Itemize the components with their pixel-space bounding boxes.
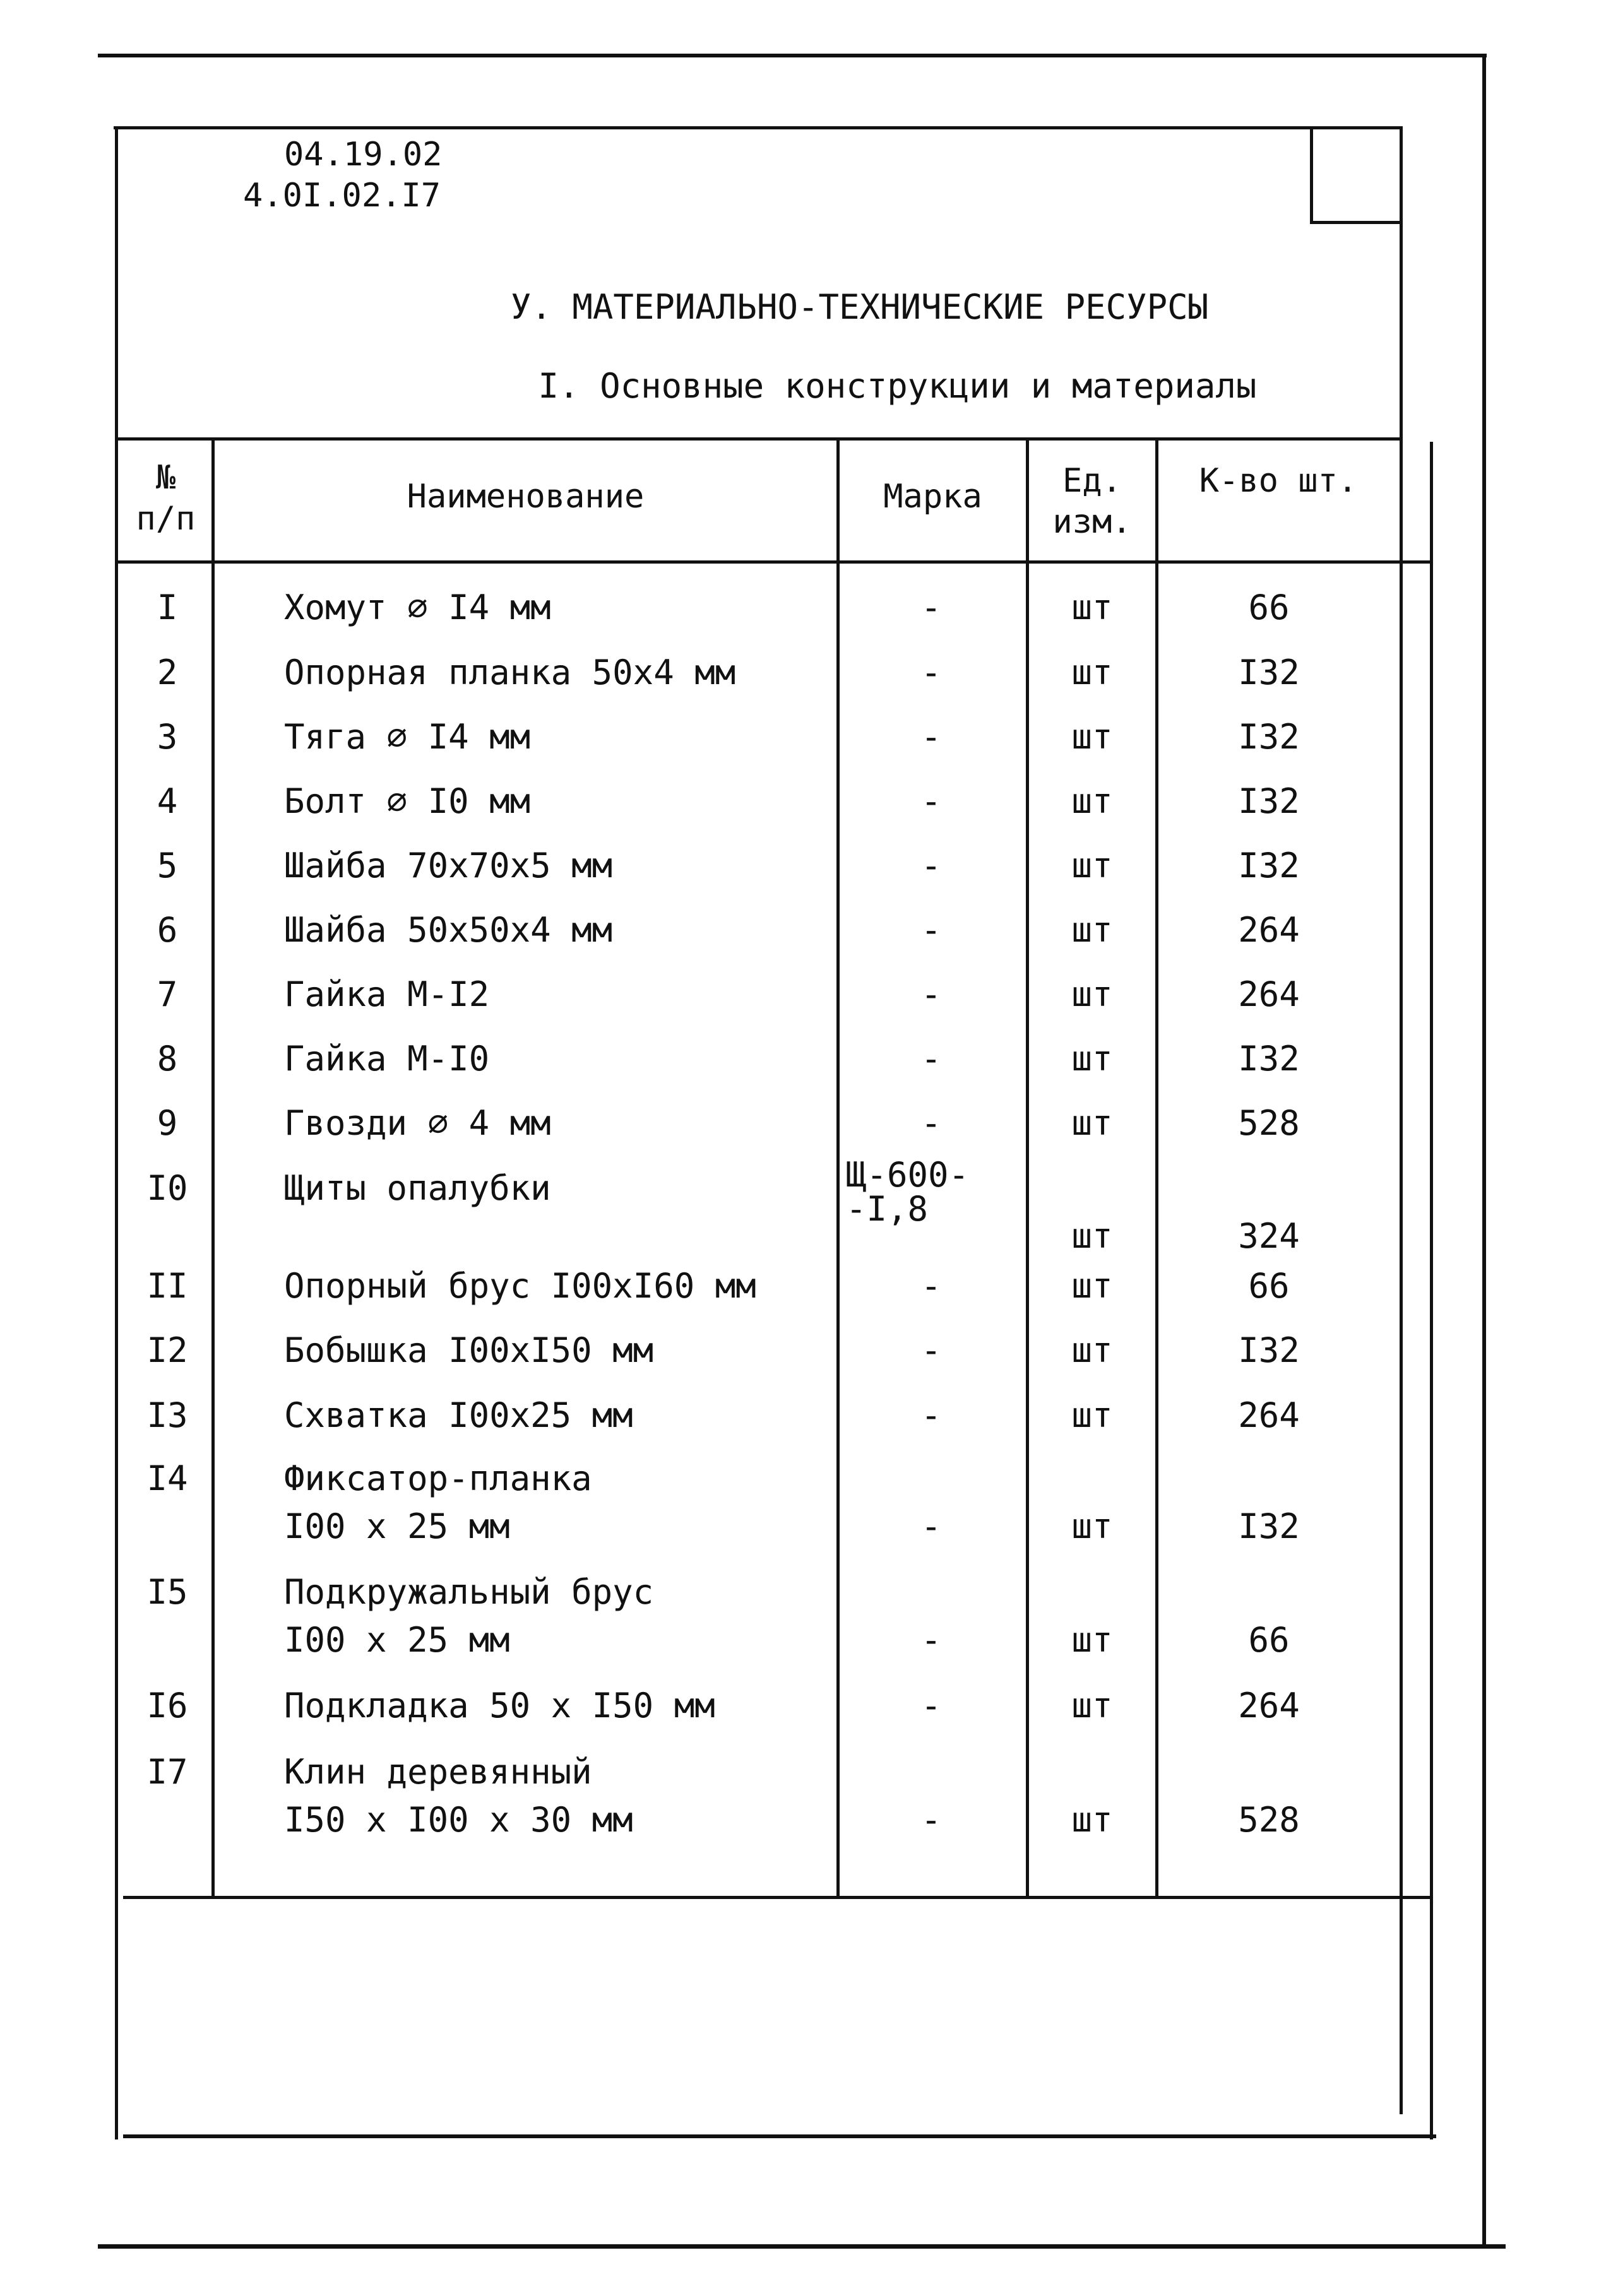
row-name: Шайба 70х70х5 мм [284,846,613,885]
row-mark: - [920,717,942,757]
frame-top-line [98,54,1487,57]
row-qty: 528 [1238,1800,1300,1840]
row-num: I7 [146,1752,188,1792]
frame-bottom-line [98,2244,1506,2249]
row-unit: шт [1071,1103,1113,1143]
row-unit: шт [1071,781,1113,821]
inner-right-line [1400,126,1403,2114]
row-mark: - [920,1039,942,1079]
inner-left-line [115,126,118,2139]
row-unit: шт [1071,1039,1113,1079]
header-name: Наименование [407,478,645,516]
row-unit: шт [1071,1686,1113,1725]
row-mark: - [920,910,942,950]
row-qty: I32 [1238,781,1300,821]
row-num: I6 [146,1686,188,1725]
row-num: 8 [157,1039,178,1079]
row-mark: - [920,588,942,627]
row-name: Гайка М-I0 [284,1039,490,1079]
row-qty: I32 [1238,846,1300,885]
row-name: Гвозди ∅ 4 мм [284,1103,551,1143]
row-name: Тяга ∅ I4 мм [284,717,531,757]
doc-code-2: 4.0I.02.I7 [243,177,441,215]
inner-bottom-line [123,2134,1436,2138]
row-mark: - [920,846,942,885]
row-name: Схватка I00х25 мм [284,1395,633,1435]
row-num: 6 [157,910,178,950]
row-unit: шт [1071,1800,1113,1840]
row-mark: - [920,1330,942,1370]
row-unit: шт [1071,910,1113,950]
table-bottom-line [123,1896,1433,1899]
row-num: I [157,588,178,627]
header-qty: К-во шт. [1199,462,1358,500]
row-mark: - [920,1266,942,1306]
row-unit: шт [1071,1620,1113,1660]
row-mark: - [920,653,942,692]
row-num: I5 [146,1572,188,1612]
row-name: Бобышка I00хI50 мм [284,1330,654,1370]
inner-right-lower-line [1430,442,1433,2139]
subsection-title: I. Основные конструкции и материалы [538,366,1257,406]
row-qty: 528 [1238,1103,1300,1143]
row-mark: - [920,1800,942,1840]
row-unit: шт [1071,1506,1113,1546]
row-unit: шт [1071,717,1113,757]
stamp-bracket-v [1310,129,1313,224]
table-header-bottom-line [117,560,1433,564]
row-num: 7 [157,974,178,1014]
row-num: 2 [157,653,178,692]
row-mark: - [920,1620,942,1660]
col-divider-1 [211,439,215,1897]
row-num: 3 [157,717,178,757]
header-num-line1: № [155,459,176,497]
section-title: У. МАТЕРИАЛЬНО-ТЕХНИЧЕСКИЕ РЕСУРСЫ [510,287,1209,327]
row-num: I3 [146,1395,188,1435]
header-num [120,458,211,540]
row-unit: шт [1071,846,1113,885]
header-unit [1029,461,1155,543]
row-num: 4 [157,781,178,821]
row-name: Фиксатор-планка I00 х 25 мм [284,1459,592,1546]
row-num: II [146,1266,188,1306]
row-qty: 264 [1238,1686,1300,1725]
header-unit-line2: изм. [1052,503,1132,541]
table-top-line [117,437,1401,441]
row-qty: 264 [1238,974,1300,1014]
row-mark: - [920,781,942,821]
row-name: Шайба 50х50х4 мм [284,910,613,950]
header-unit-line1: Ед. [1062,462,1122,500]
header-num-line2: п/п [136,500,196,538]
row-name: Подкружальный брус I00 х 25 мм [284,1572,654,1660]
row-unit: шт [1071,588,1113,627]
row-name: Гайка М-I2 [284,974,490,1014]
row-qty: I32 [1238,717,1300,757]
row-mark: - [920,1395,942,1435]
row-mark: Щ-600- -I,8 [846,1155,970,1229]
row-unit: шт [1071,1266,1113,1306]
row-mark: - [920,974,942,1014]
row-qty: 66 [1248,1620,1290,1660]
row-qty: I32 [1238,653,1300,692]
row-num: I4 [146,1459,188,1498]
row-name: Опорный брус I00хI60 мм [284,1266,756,1306]
row-name: Опорная планка 50х4 мм [284,653,736,692]
row-name: Хомут ∅ I4 мм [284,588,551,627]
inner-top-line [114,126,1401,129]
row-name: Подкладка 50 х I50 мм [284,1686,715,1725]
row-num: 9 [157,1103,178,1143]
row-unit: шт [1071,1330,1113,1370]
row-mark: - [920,1506,942,1546]
row-num: I2 [146,1330,188,1370]
col-divider-4 [1155,439,1158,1897]
doc-code-1: 04.19.02 [284,136,443,174]
row-name: Болт ∅ I0 мм [284,781,531,821]
row-qty: I32 [1238,1330,1300,1370]
row-mark: - [920,1686,942,1725]
row-qty: 264 [1238,910,1300,950]
row-num: I0 [146,1168,188,1208]
row-name: Клин деревянный I50 х I00 х 30 мм [284,1752,633,1840]
row-name: Щиты опалубки [284,1168,551,1208]
row-unit: шт [1071,653,1113,692]
row-unit: шт [1071,1395,1113,1435]
header-mark: Марка [883,478,982,516]
row-mark: - [920,1103,942,1143]
row-num: 5 [157,846,178,885]
col-divider-2 [836,439,840,1897]
row-unit: шт [1071,974,1113,1014]
row-qty: 66 [1248,588,1290,627]
row-qty: I32 [1238,1506,1300,1546]
stamp-bracket-h [1310,221,1401,224]
row-qty: I32 [1238,1039,1300,1079]
row-unit: шт [1071,1216,1113,1256]
row-qty: 264 [1238,1395,1300,1435]
row-qty: 66 [1248,1266,1290,1306]
row-qty: 324 [1238,1216,1300,1256]
